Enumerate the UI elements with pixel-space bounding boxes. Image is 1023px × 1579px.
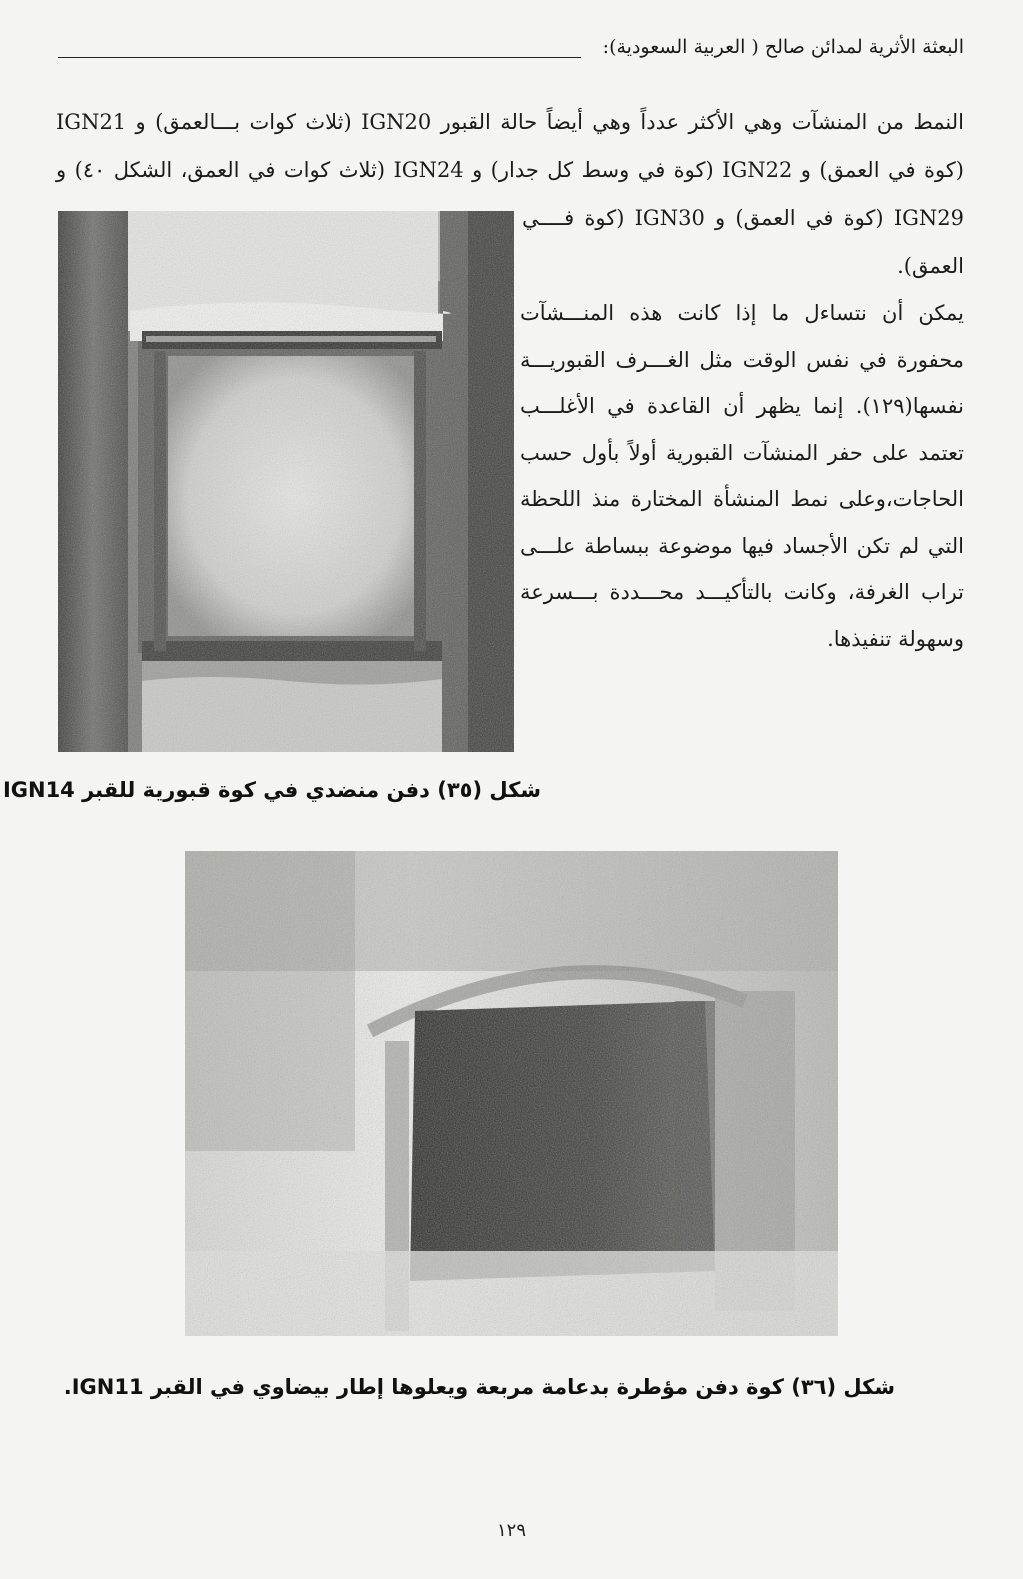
figure-36-caption: شكل (٣٦) كوة دفن مؤطرة بدعامة مربعة ويعلوها إطار بيضاوي في القبر IGN11. [63, 1375, 895, 1399]
paragraph-1-line: IGN29 (كوة في العمق) و IGN30 (كوة فــــي [522, 206, 965, 230]
page-number: ١٢٩ [496, 1520, 526, 1541]
paragraph-2-line: محفورة في نفس الوقت مثل الغـــرف القبوريـــة [520, 347, 964, 372]
burial-niche-photo [58, 211, 514, 752]
paragraph-2-line: الحاجات،وعلى نمط المنشأة المختارة منذ اللحظة [520, 487, 964, 511]
header-title: البعثة الأثرية لمدائن صالح ( العربية السعودية): [602, 36, 964, 58]
paragraph-1-continued [522, 194, 964, 290]
paragraph-1-line: النمط من المنشآت وهي الأكثر عدداً وهي أيضاً حالة القبور IGN20 (ثلاث كوات بـــالعمق) و IGN21 [56, 110, 964, 134]
paragraph-2-line: تعتمد على حفر المنشآت القبورية أولاً بأول حسب [520, 440, 964, 465]
paragraph-1-line: (كوة في العمق) و IGN22 (كوة في وسط كل جدار) و IGN24 (ثلاث كوات في العمق، الشكل ٤٠) و [56, 158, 964, 182]
figure-36-photo [185, 851, 838, 1336]
paragraph-2-line: وسهولة تنفيذها. [827, 626, 964, 651]
framed-niche-photo [185, 851, 838, 1336]
paragraph-2 [520, 290, 964, 662]
paragraph-2-line: تراب الغرفة، وكانت بالتأكيـــد محـــددة بـــسرعة [520, 580, 964, 604]
paragraph-2-line: يمكن أن نتساءل ما إذا كانت هذه المنـــشآت [520, 301, 964, 325]
figure-35-photo [58, 211, 514, 752]
running-header [58, 26, 964, 62]
paragraph-1-line: العمق). [897, 254, 964, 278]
figure-35-caption: شكل (٣٥) دفن منضدي في كوة قبورية للقبر IGN14 [2, 778, 541, 802]
paragraph-2-line: التي لم تكن الأجساد فيها موضوعة ببساطة علـــى [520, 533, 964, 558]
header-rule [58, 57, 581, 58]
paragraph-2-line: نفسها(١٢٩). إنما يظهر أن القاعدة في الأغلـــب [520, 394, 964, 418]
paragraph-1 [56, 98, 964, 194]
